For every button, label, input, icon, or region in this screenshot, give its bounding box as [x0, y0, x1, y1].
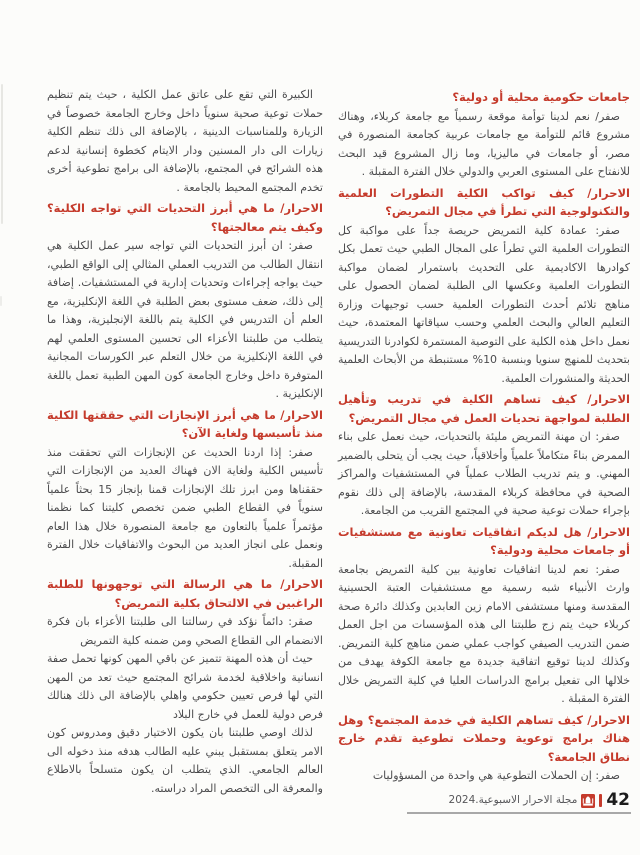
magazine-logo-icon	[581, 793, 595, 807]
interview-answer: الكبيرة التي تقع على عاتق عمل الكلية ، حيث يتم تنظيم حملات توعية صحية سنوياً داخل وخارج الجامعة خصوصاً في الزيارة وللمناسبات الدينية ، بالإضافة الى ذلك تنظم الكلية زيارات الى دار المسنين ودار الايتام كخطوة إنسانية لدعم هذه الشرائح في المجتمع، بالإضافة الى برامج تطوعية أخرى تخدم المجتمع المحيط بالجامعة .	[47, 88, 323, 194]
interview-answer: صفر: إذا اردنا الحديث عن الإنجازات التي تحققت منذ تأسيس الكلية ولغاية الان فهناك العديد من الإنجازات التي حققناها ومن ابرز تلك الإنجازات قمنا بإنجاز 15 بحثاً علمياً سنوياً في القطاع الطبي ضمن تخصص كليتنا كما نظمنا مؤتمراً علمياً بالتعاون مع جامعة المنصورة خلال هذا العام ونعمل على انجاز العديد من البحوث والاتفاقيات خلال الفترة المقبلة.	[47, 445, 323, 570]
interview-answer: صفر: ان مهنة التمريض مليئة بالتحديات، حيث نعمل على بناء الممرض بناءً متكاملاً علمياً وأخلاقياً، حيث يجب أن يتحلى بالضمير المهني. و يتم تدريب الطلاب عملياً في المستشفيات والمراكز الصحية في محافظة كربلاء المقدسة، بالإضافة إلى ذلك نقوم بإجراء حملات توعية صحية في المجتمع القريب من الجامعة.	[338, 430, 630, 517]
column-right	[338, 86, 630, 798]
page-footer	[449, 791, 630, 809]
interview-answer: صفر: ان أبرز التحديات التي تواجه سير عمل الكلية هي انتقال الطالب من التدريب العملي المثالي إلى الواقع الطبي، حيث يواجه إجراءات وتحديات إدارية في المستشفيات. إضافة إلى ذلك، ضعف مستوى بعض الطلبة في اللغة الإنكليزية، مع العلم أن التدريس في الكلية يتم باللغة الإنجليزية، وهذا ما يتطلب من طلبتنا الأعزاء الى تحسين المستوى العلمي لهم في اللغة الإنكليزية من خلال التعلم عبر الكورسات المجانية المتوفرة داخل وخارج الجامعة كون المهن الطبية تعمل باللغة الإنكليزية .	[47, 239, 323, 400]
interview-question: الاحرار/ كيف تواكب الكلية التطورات العلمية والتكنولوجية التي تطرأ في مجال التمريض؟	[338, 185, 630, 218]
page-number: 42	[606, 790, 630, 810]
interview-question: الاحرار/ كيف تساهم الكلية في تدريب وتأهيل الطلبة لمواجهة تحديات العمل في مجال التمريض؟	[338, 392, 630, 425]
interview-question: الاحرار/ ما هي أبرز الإنجازات التي حققتها الكلية منذ تأسيسها ولغاية الآن؟	[47, 407, 323, 440]
magazine-title: مجلة الاحرار الاسبوعية.2024	[448, 794, 578, 806]
interview-answer: حيث أن هذه المهنة تتميز عن باقي المهن كونها تحمل صفة انسانية واخلاقية لخدمة شرائح المجتمع حيث تعد من المهن التي لها فرص تعيين حكومي واهلي بالإضافة الى ذلك هنالك فرص دولية للعمل في خارج البلاد	[47, 652, 323, 721]
interview-question: الاحرار/ كيف تساهم الكلية في خدمة المجتمع؟ وهل هناك برامج توعوية وحملات تطوعية تقدم خارج نطاق الجامعة؟	[338, 712, 630, 764]
page-edge-artifact	[1, 84, 3, 224]
interview-question: الاحرار/ ما هي أبرز التحديات التي تواجه الكلية؟ وكيف يتم معالجتها؟	[47, 201, 323, 234]
interview-answer: صفر: نعم لدينا اتفاقيات تعاونية بين كلية التمريض بجامعة وارث الأنبياء شبه رسمية مع مستشفيات العتبة الحسينية المقدسة ومنها مستشفى الامام زين العابدين وكذلك دائرة صحة كربلاء حيث يتم زج طلبتنا الى هذه المؤسسات من اجل العمل ضمن التدريب الصيفي كواجب عملي ضمن مناهج كلية التمريض. وكذلك لدينا توقيع اتفاقية جديدة مع جامعة الكوفة يهدف من خلالها الى تفعيل برامج الدراسات العليا في كلية التمريض خلال الفترة المقبلة .	[338, 562, 630, 705]
interview-answer: صفر/ نعم لدينا توأمة موقعة رسمياً مع جامعة كربلاء، وهناك مشروع قائم للتوأمة مع جامعات عربية كجامعة المنصورة في مصر، أو جامعات في ماليزيا، وما زال المشروع قيد البحث للانفتاح على المستوى العربي والدولي خلال الفترة المقبلة .	[338, 109, 630, 178]
interview-question: الاحرار/ ما هي الرسالة التي توجهونها للطلبة الراغبين في الالتحاق بكلية التمريض؟	[47, 577, 323, 610]
interview-question: الاحرار/ هل لديكم اتفاقيات تعاونية مع مستشفيات أو جامعات محلية ودولية؟	[338, 524, 630, 557]
article-columns	[47, 86, 630, 798]
page-edge-artifact	[0, 296, 2, 306]
interview-answer: صفر: إن الحملات التطوعية هي واحدة من المسؤوليات	[372, 769, 620, 782]
footer-separator-bar	[599, 794, 602, 807]
interview-question: جامعات حكومية محلية أو دولية؟	[452, 90, 630, 104]
interview-answer: صقر: دائماً نؤكد في رسالتنا الى طلبتنا الأعزاء بان فكرة الانضمام الى القطاع الصحي ومن ضمنه كلية التمريض	[47, 615, 323, 647]
interview-answer: لذلك اوصي طلبتنا بان يكون الاختيار دقيق ومدروس كون الامر يتعلق بمستقبل يبني عليه الطالب هدفه منذ دخوله الى العالم الجامعي. الذي يتطلب ان يكون متسلحاً بالاطلاع والمعرفة الى التخصص المراد دراسته.	[47, 726, 323, 795]
footer-rule	[407, 812, 631, 814]
interview-answer: صفر: عمادة كلية التمريض حريصة جداً على مواكبة كل التطورات العلمية التي تطرأ على المجال الطبي حيث تعمل بكل كوادرها الاكاديمية على التحديث باستمرار لضمان مواكبة التطورات العلمية وعكسها الى الطلبة لضمان الحصول على مناهج تلائم أحدث التطورات العلمية حسب توجيهات وزارة التعليم العالي والبحث العلمي وحسب سياقاتها المعتمدة، حيث نعمل داخل هذه الكلية على التوصية المستمرة لكوادرنا التدريسية بتحديث للمنهج سنويا وبنسبة 10% مستنبطة من الأبحاث العلمية الحديثة والمنشورات العلمية.	[338, 223, 630, 385]
column-left	[47, 86, 323, 798]
